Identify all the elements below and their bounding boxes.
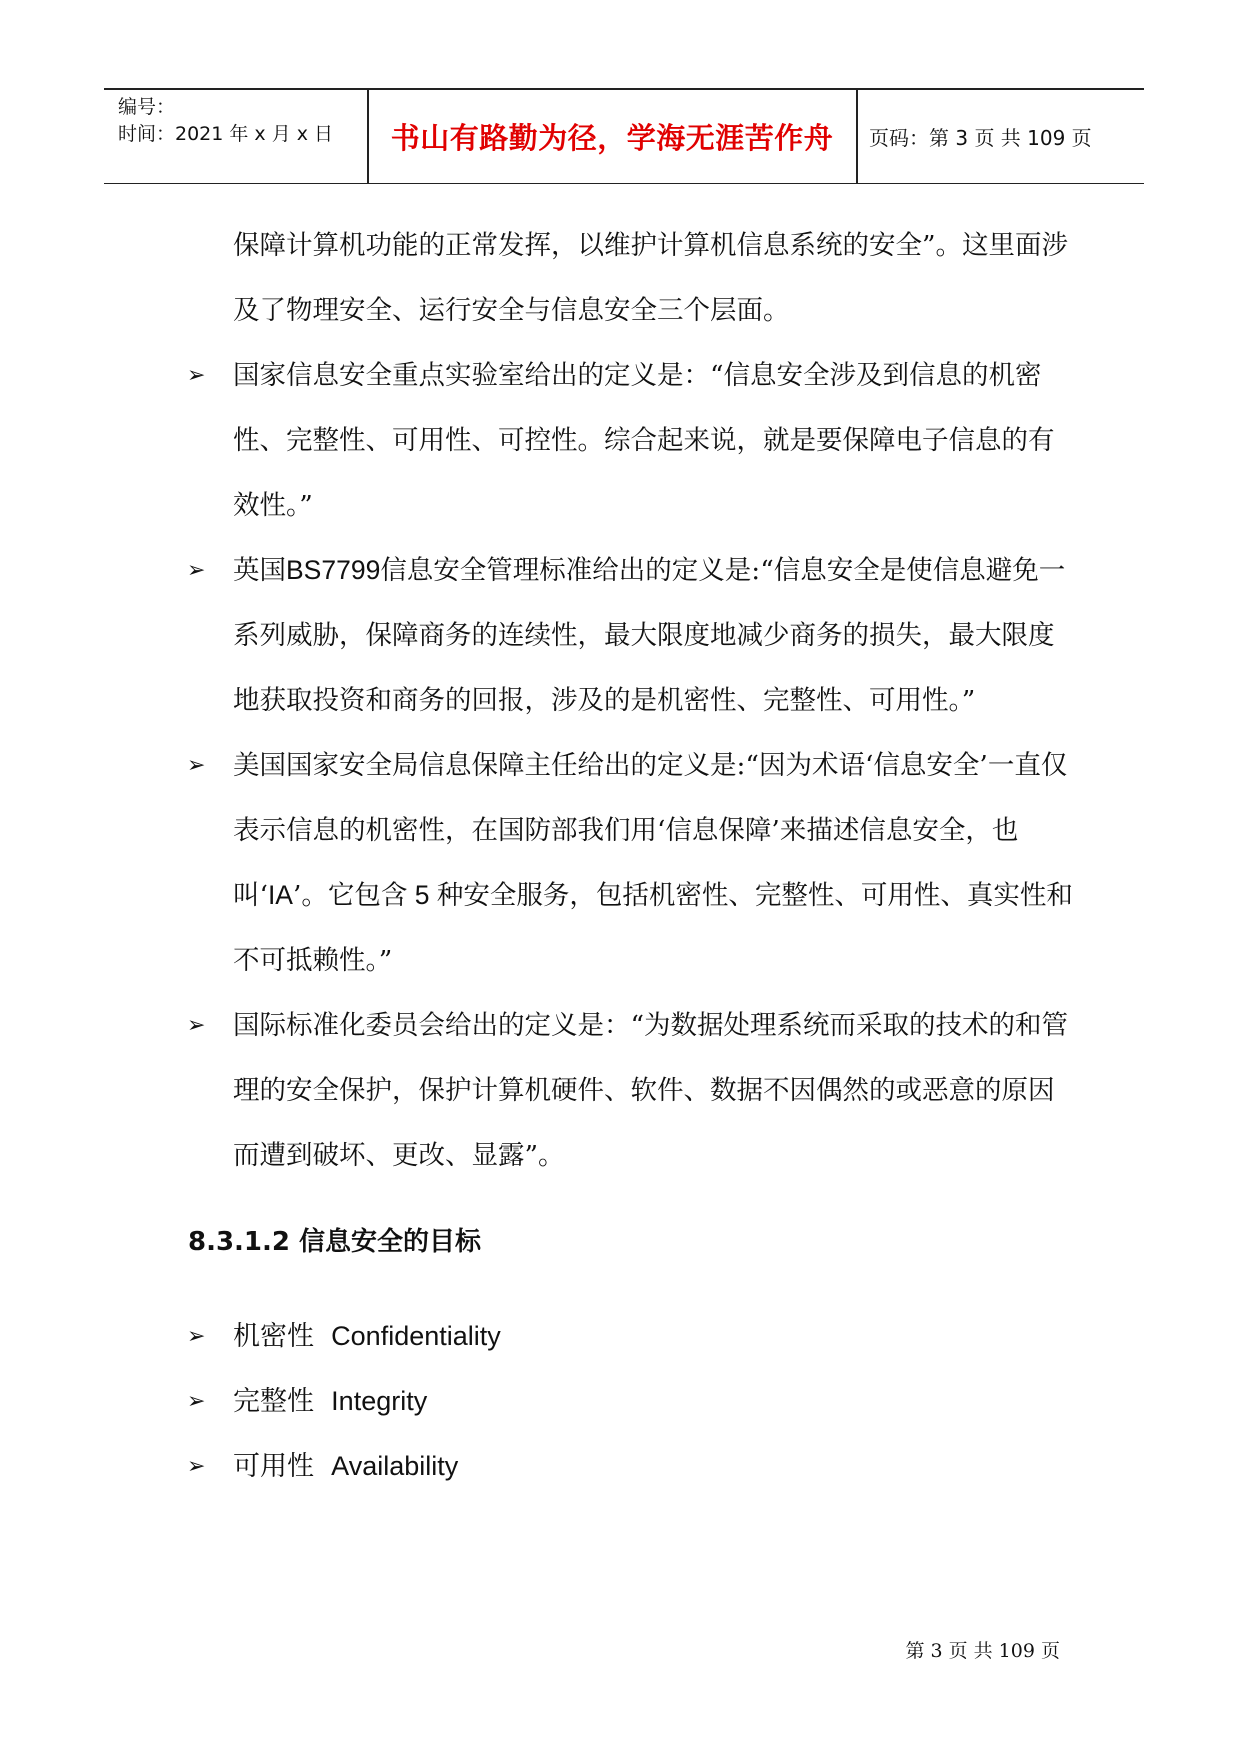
header-page-label: 页码：第 3 页 共 109 页 — [869, 125, 1092, 150]
bullet-text: 种安全服务，包括机密性、完整性、可用性、真实性和不可抵赖性。” — [233, 880, 1073, 976]
list-item — [0, 993, 1073, 1188]
arrow-bullet-icon: ➢ — [187, 558, 206, 583]
document-body — [0, 213, 1241, 1499]
arrow-bullet-icon: ➢ — [187, 363, 206, 388]
header-divider — [856, 88, 858, 184]
goal-en: Confidentiality — [331, 1321, 501, 1351]
bullet-text: 国际标准化委员会给出的定义是：“为数据处理系统而采取的技术的和管理的安全保护，保护计算机硬件、软件、数据不因偶然的或恶意的原因而遭到破坏、更改、显露”。 — [233, 1010, 1069, 1171]
intro-paragraph: 保障计算机功能的正常发挥，以维护计算机信息系统的安全”。这里面涉及了物理安全、运行安全与信息安全三个层面。 — [233, 230, 1069, 326]
header-bottom-rule — [104, 183, 1144, 185]
header-meta — [118, 94, 333, 148]
service-count: 5 — [407, 880, 437, 910]
doc-time-label: 时间：2021 年 x 月 x 日 — [118, 123, 334, 145]
bullet-text: 美国国家安全局信息保障主任给出的定义是:“因为术语‘信息安全’一直仅表示信息的机密性，在国防部我们用‘信息保障’来描述信息安全，也叫‘ — [233, 750, 1068, 911]
arrow-bullet-icon: ➢ — [187, 1454, 206, 1479]
goal-cn: 完整性 — [233, 1386, 314, 1417]
standard-code: BS7799 — [286, 555, 381, 585]
goal-en: Availability — [331, 1451, 459, 1481]
list-item — [0, 1369, 1241, 1434]
goal-en: Integrity — [331, 1386, 428, 1416]
doc-number-label: 编号： — [118, 96, 176, 118]
bullet-text: ’。它包含 — [292, 880, 408, 911]
bullet-text: 信息安全管理标准给出的定义是:“信息安全是使信息避免一系列威胁，保障商务的连续性，最大限度地减少商务的损失，最大限度地获取投资和商务的回报，涉及的是机密性、完整性、可用性。” — [233, 555, 1066, 716]
list-item — [0, 1304, 1241, 1369]
arrow-bullet-icon: ➢ — [187, 1389, 206, 1414]
page-header — [104, 88, 1144, 184]
ia-term: IA — [267, 880, 293, 910]
goal-cn: 机密性 — [233, 1321, 314, 1352]
page-footer: 第 3 页 共 109 页 — [905, 1640, 1060, 1662]
header-motto: 书山有路勤为径，学海无涯苦作舟 — [390, 120, 834, 155]
arrow-bullet-icon: ➢ — [187, 1324, 206, 1349]
goal-cn: 可用性 — [233, 1451, 314, 1482]
arrow-bullet-icon: ➢ — [187, 753, 206, 778]
list-item — [0, 1434, 1241, 1499]
list-item — [0, 343, 1073, 538]
list-item — [0, 733, 1073, 993]
list-item — [0, 538, 1073, 733]
arrow-bullet-icon: ➢ — [187, 1013, 206, 1038]
bullet-text: 英国 — [233, 555, 286, 586]
bullet-text: 国家信息安全重点实验室给出的定义是：“信息安全涉及到信息的机密性、完整性、可用性、可控性。综合起来说，就是要保障电子信息的有效性。” — [233, 360, 1055, 521]
section-heading: 8.3.1.2 信息安全的目标 — [188, 1227, 482, 1257]
